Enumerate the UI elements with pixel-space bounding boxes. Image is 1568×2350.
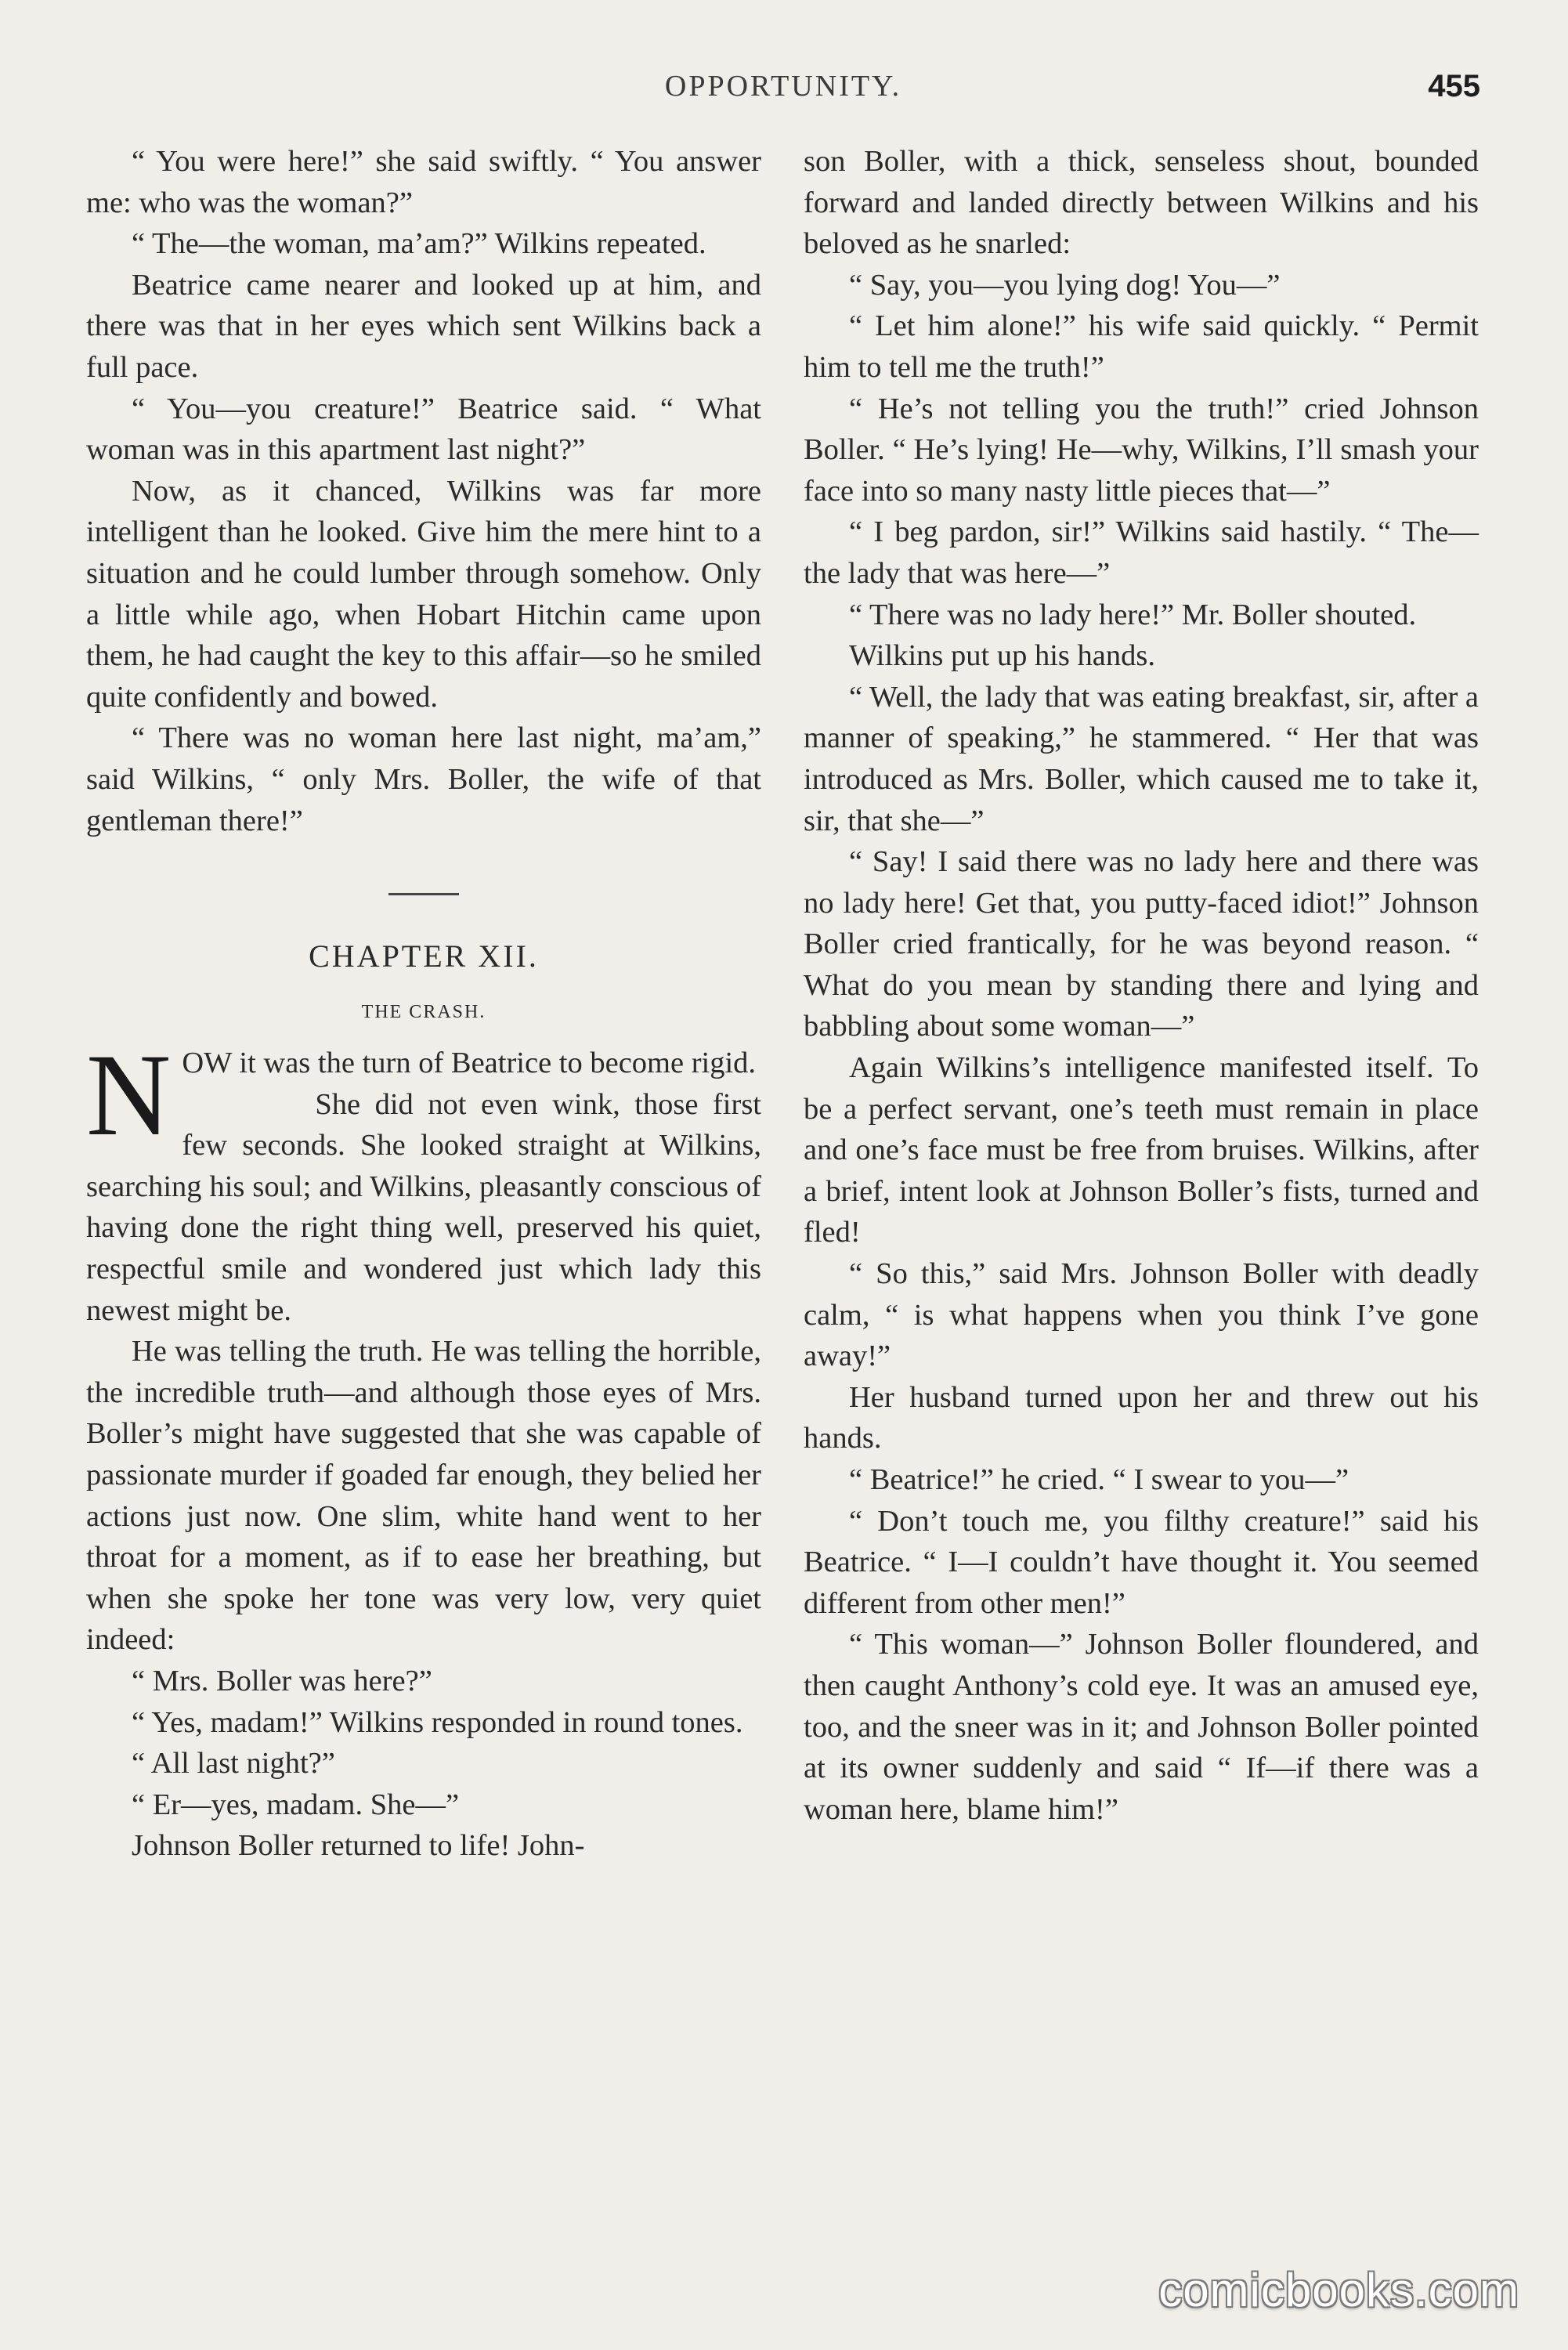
paragraph: “ All last night?” [132, 1747, 335, 1781]
paragraph: Wilkins put up his hands. [849, 639, 1155, 673]
continued-paragraph: son Boller, with a thick, senseless shout, bounded forward and landed directly between Wilkins and his beloved as he snarled: [804, 145, 1479, 261]
paragraph: “ Mrs. Boller was here?” [132, 1665, 432, 1697]
paragraph: Johnson Boller returned to life! John- [132, 1829, 585, 1863]
section-divider [388, 893, 459, 895]
paragraph: “ Let him alone!” his wife said quickly. “ Permit him to tell me the truth!” [804, 309, 1479, 384]
paragraph: “ So this,” said Mrs. Johnson Boller with deadly calm, “ is what happens when you think I’ve gone away!” [804, 1257, 1479, 1373]
drop-cap: N [86, 1030, 172, 1161]
paragraph: “ You were here!” she said swiftly. “ You answer me: who was the woman?” [86, 145, 761, 219]
chapter-subtitle: THE CRASH. [361, 1002, 486, 1023]
page-number: 455 [1428, 69, 1480, 103]
paragraph: “ The—the woman, ma’am?” Wilkins repeated. [132, 227, 706, 261]
left-column [86, 141, 761, 1867]
paragraph: “ This woman—” Johnson Boller floundered, and then caught Anthony’s cold eye. It was an amused eye, too, and the sneer was in it; and Johnson Boller pointed at its owner suddenly and said “ If—if there was a woman here, blame him!” [804, 1628, 1479, 1826]
paragraph: “ Yes, madam!” Wilkins responded in round tones. [132, 1705, 743, 1739]
right-column [804, 141, 1479, 1830]
paragraph: “ I beg pardon, sir!” Wilkins said hastily. “ The—the lady that was here—” [804, 515, 1479, 590]
chapter-opening-paragraph [86, 1030, 761, 1161]
paragraph: She did not even wink, those first few seconds. She looked straight at Wilkins, searching his soul; and Wilkins, pleasantly conscious of having done the right thing well, preserved his quiet, respectful smile and wondered just which lady this newest might be. [86, 1087, 761, 1327]
paragraph: “ Say! I said there was no lady here and there was no lady here! Get that, you putty-faced idiot!” Johnson Boller cried frantically, for he was beyond reason. “ What do you mean by standing there and lying and babbling about some woman—” [804, 845, 1479, 1043]
page-header [86, 69, 1480, 116]
watermark-logo: comicbooks.com [1158, 2264, 1519, 2316]
paragraph: “ There was no woman here last night, ma’am,” said Wilkins, “ only Mrs. Boller, the wife of that gentleman there!” [86, 721, 761, 837]
chapter-opening-text: OW it was the turn of Beatrice to become rigid. [182, 1047, 757, 1080]
paragraph: “ You—you creature!” Beatrice said. “ What woman was in this apartment last night?” [86, 392, 761, 467]
running-head: OPPORTUNITY. [664, 70, 902, 103]
paragraph: “ There was no lady here!” Mr. Boller shouted. [849, 598, 1417, 631]
paragraph: “ Say, you—you lying dog! You—” [849, 268, 1281, 302]
paragraph: “ Beatrice!” he cried. “ I swear to you—” [849, 1463, 1349, 1496]
paragraph: Now, as it chanced, Wilkins was far more intelligent than he looked. Give him the mere hint to a situation and he could lumber through somehow. Only a little while ago, when Hobart Hitchin came upon them, he had caught the key to this affair—so he smiled quite confidently and bowed. [86, 474, 761, 714]
paragraph: Her husband turned upon her and threw out his hands. [804, 1380, 1479, 1455]
paragraph: “ He’s not telling you the truth!” cried Johnson Boller. “ He’s lying! He—why, Wilkins, I’ll smash your face into so many nasty little pieces that—” [804, 392, 1479, 508]
paragraph: Beatrice came nearer and looked up at him, and there was that in her eyes which sent Wilkins back a full pace. [86, 268, 761, 384]
paragraph: “ Don’t touch me, you filthy creature!” said his Beatrice. “ I—I couldn’t have thought it. You seemed different from other men!” [804, 1504, 1479, 1620]
paragraph: Again Wilkins’s intelligence manifested itself. To be a perfect servant, one’s teeth must remain in place and one’s face must be free from bruises. Wilkins, after a brief, intent look at Johnson Boller’s fists, turned and fled! [804, 1051, 1479, 1249]
paragraph: “ Well, the lady that was eating breakfast, sir, after a manner of speaking,” he stammered. “ Her that was introduced as Mrs. Boller, which caused me to take it, sir, that she—” [804, 680, 1479, 837]
chapter-title: CHAPTER XII. [309, 938, 539, 974]
paragraph: “ Er—yes, madam. She—” [132, 1788, 460, 1821]
paragraph: He was telling the truth. He was telling the horrible, the incredible truth—and although those eyes of Mrs. Boller’s might have suggested that she was capable of passionate murder if goaded far enough, they belied her actions just now. One slim, white hand went to her throat for a moment, as if to ease her breathing, but when she spoke her tone was very low, very quiet indeed: [86, 1335, 761, 1657]
